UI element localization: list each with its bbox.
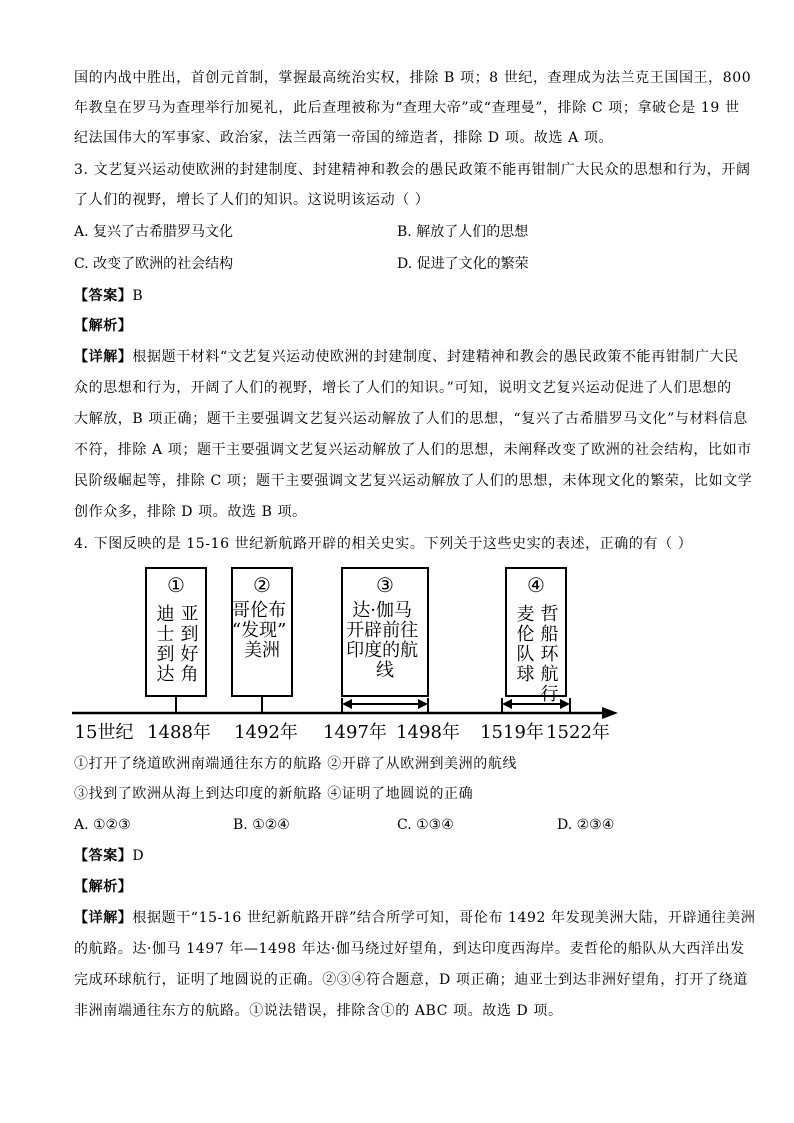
q3-detail-line bbox=[74, 347, 739, 367]
event-3-line-3: 印度的航 bbox=[346, 640, 419, 661]
q4-analysis-label: 【解析】 bbox=[74, 879, 133, 895]
q4-statement-line: ③找到了欧洲从海上到达印度的新航路 ④证明了地圆说的正确 bbox=[74, 786, 474, 802]
q4-stem: 4. 下图反映的是 15-16 世纪新航路开辟的相关史实。下列关于这些史实的表述，正确的有（ ） bbox=[74, 536, 693, 552]
prev-explanation-line: 年教皇在罗马为查理举行加冕礼，此后查理被称为“查理大帝”或“查理曼”，排除 C 项；拿破仑是 19 世 bbox=[74, 100, 740, 116]
q4-option-a: A. ①②③ bbox=[74, 817, 131, 833]
event-2-line-1: 哥伦布 bbox=[232, 600, 287, 621]
event-number-2: ② bbox=[253, 573, 271, 597]
range-arrow-4 bbox=[502, 698, 570, 713]
event-1-col-2: 亚到好角 bbox=[177, 604, 199, 684]
q3-option-a: A. 复兴了古希腊罗马文化 bbox=[74, 224, 234, 240]
axis-label-year: 1519年 bbox=[480, 722, 544, 743]
q3-option-b: B. 解放了人们的思想 bbox=[397, 224, 529, 240]
q4-answer bbox=[74, 846, 144, 866]
event-2-line-3: 美洲 bbox=[244, 640, 280, 661]
q4-option-b: B. ①②④ bbox=[233, 817, 290, 833]
q3-option-c: C. 改变了欧洲的社会结构 bbox=[74, 256, 234, 272]
range-arrow-3 bbox=[342, 698, 428, 713]
axis-label-start: 15世纪 bbox=[74, 722, 134, 743]
event-3-line-2: 开辟前往 bbox=[346, 620, 419, 641]
axis-label-year: 1522年 bbox=[546, 722, 610, 743]
q4-option-d: D. ②③④ bbox=[557, 817, 615, 833]
event-2-line-2: “发现” bbox=[231, 620, 287, 641]
event-3-line-4: 线 bbox=[376, 660, 394, 681]
axis-label-year: 1488年 bbox=[147, 722, 211, 743]
detail-label: 【详解】 bbox=[74, 910, 133, 926]
q4-statement-line: ①打开了绕道欧洲南端通往东方的航路 ②开辟了从欧洲到美洲的航线 bbox=[74, 756, 518, 772]
event-3-line-1: 达·伽马 bbox=[352, 600, 412, 621]
q4-option-c: C. ①③④ bbox=[397, 817, 454, 833]
timeline-figure bbox=[70, 560, 630, 746]
q3-option-d: D. 促进了文化的繁荣 bbox=[397, 256, 529, 272]
detail-text: 根据题干“15-16 世纪新航路开辟”结合所学可知，哥伦布 1492 年发现美洲大陆，开辟通往美洲 bbox=[132, 910, 756, 926]
detail-label: 【详解】 bbox=[74, 349, 133, 365]
q4-detail-line: 非洲南端通往东方的航路。①说法错误，排除含①的 ABC 项。故选 D 项。 bbox=[74, 1003, 563, 1019]
timeline-arrowhead bbox=[602, 707, 618, 719]
answer-value: B bbox=[132, 288, 144, 304]
q4-detail-line: 的航路。达·伽马 1497 年—1498 年达·伽马绕过好望角，到达印度西海岸。麦哲伦的船队从大西洋出发 bbox=[74, 941, 745, 957]
detail-text: 根据题干材料“文艺复兴运动使欧洲的封建制度、封建精神和教会的愚民政策不能再钳制广大民 bbox=[132, 349, 739, 365]
answer-value: D bbox=[132, 848, 145, 864]
q4-detail-line bbox=[74, 908, 755, 928]
q3-detail-line: 创作众多，排除 D 项。故选 B 项。 bbox=[74, 504, 307, 520]
event-number-4: ④ bbox=[527, 573, 545, 597]
q3-stem-line: 了人们的视野，增长了人们的知识。这说明该运动（ ） bbox=[74, 192, 430, 208]
q3-stem-line: 3. 文艺复兴运动使欧洲的封建制度、封建精神和教会的愚民政策不能再钳制广大民众的思想和行为，开阔 bbox=[74, 162, 751, 178]
event-4-col-2: 哲船环航行 bbox=[537, 604, 559, 704]
q3-answer bbox=[74, 286, 143, 306]
q4-detail-line: 完成环球航行，证明了地圆说的正确。②③④符合题意，D 项正确；迪亚士到达非洲好望角，打开了绕道 bbox=[74, 972, 748, 988]
event-number-1: ① bbox=[167, 573, 185, 597]
q3-detail-line: 不符，排除 A 项；题干主要强调文艺复兴运动解放了人们的思想，未阐释改变了欧洲的社会结构，比如市 bbox=[74, 442, 752, 458]
event-4-col-1: 麦伦队球 bbox=[513, 604, 535, 684]
event-1-col-1: 迪士到达 bbox=[153, 604, 175, 684]
prev-explanation-line: 国的内战中胜出，首创元首制，掌握最高统治实权，排除 B 项；8 世纪，查理成为法兰克王国国王，800 bbox=[74, 70, 752, 86]
q3-analysis-label: 【解析】 bbox=[74, 318, 133, 334]
event-number-3: ③ bbox=[376, 573, 394, 597]
q3-detail-line: 众的思想和行为，开阔了人们的视野，增长了人们的知识。”可知，说明文艺复兴运动促进了人们思想的 bbox=[74, 380, 732, 396]
q3-detail-line: 民阶级崛起等，排除 C 项；题干主要强调文艺复兴运动解放了人们的思想，未体现文化的繁荣，比如文学 bbox=[74, 473, 753, 489]
answer-label: 【答案】 bbox=[74, 848, 133, 864]
axis-label-year: 1498年 bbox=[396, 722, 460, 743]
q3-detail-line: 大解放，B 项正确；题干主要强调文艺复兴运动解放了人们的思想，“复兴了古希腊罗马文化”与材料信息 bbox=[74, 411, 748, 427]
axis-label-year: 1492年 bbox=[234, 722, 298, 743]
prev-explanation-line: 纪法国伟大的军事家、政治家，法兰西第一帝国的缔造者，排除 D 项。故选 A 项。 bbox=[74, 130, 614, 146]
answer-label: 【答案】 bbox=[74, 288, 133, 304]
axis-label-year: 1497年 bbox=[323, 722, 387, 743]
